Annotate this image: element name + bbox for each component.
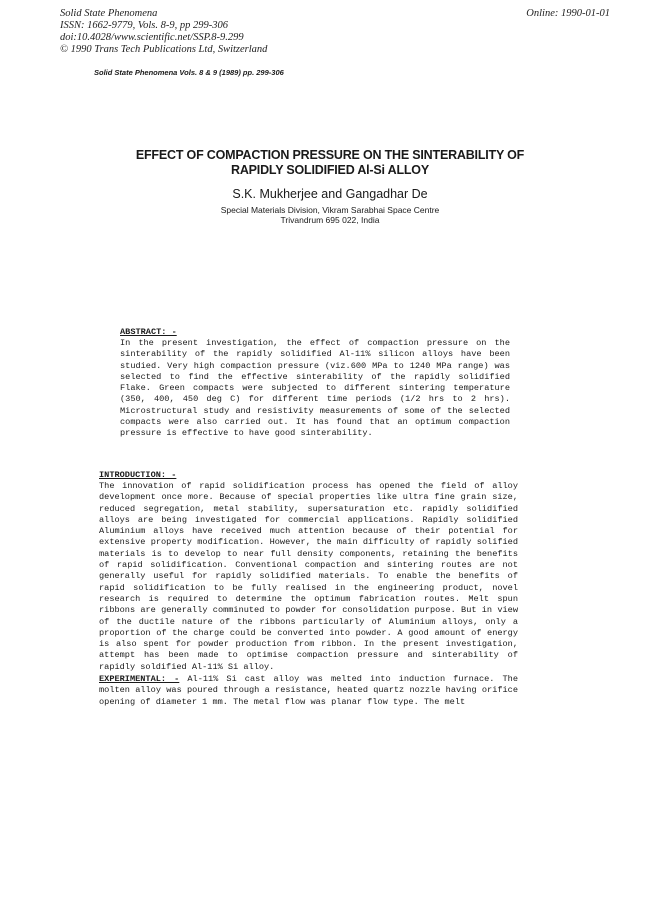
issn-line: ISSN: 1662-9779, Vols. 8-9, pp 299-306 bbox=[60, 20, 228, 31]
introduction-heading: INTRODUCTION: - bbox=[99, 470, 177, 480]
paper-title bbox=[80, 148, 580, 178]
affiliation-line-2: Trivandrum 695 022, India bbox=[280, 215, 380, 225]
doi-line: doi:10.4028/www.scientific.net/SSP.8-9.299 bbox=[60, 32, 244, 43]
experimental-heading: EXPERIMENTAL: - bbox=[99, 674, 180, 684]
introduction-body: The innovation of rapid solidification process has opened the field of alloy development once more. Because of special properties like ultra fine grain size, reduced segregation, metal stability, supersaturation etc. rapidly solidified alloys are being investigated for commercial applications. Rapidly solidified Aluminium alloys have received much attention because of their potential for extensive property modification. However, the main difficulty of rapidly solified materials is to develop to near full density components, retaining the benefits of rapid solidification. Conventional compaction and sintering routes are not generally useful for rapidly solidified materials. To enable the benefits of rapid solidification to be fully realised in the engineering product, novel research is required to determine the optimum fabrication routes. Melt spun ribbons are generally comminuted to powder for consolidation purpose. But in view of the ductile nature of the ribbons particularly of Aluminium alloys, only a proportion of the charge could be converted into powder. A good amount of energy is also spent for powder production from ribbon. In the present investigation, attempt has been made to optimise compaction pressure and sinterability of rapidly soldified Al-11% Si alloy. bbox=[99, 481, 518, 672]
abstract-heading: ABSTRACT: - bbox=[120, 327, 177, 337]
experimental-section bbox=[99, 674, 518, 708]
journal-name: Solid State Phenomena bbox=[60, 8, 158, 19]
authors: S.K. Mukherjee and Gangadhar De bbox=[232, 187, 428, 201]
journal-reference: Solid State Phenomena Vols. 8 & 9 (1989) pp. 299-306 bbox=[94, 68, 284, 77]
affiliation-line-1: Special Materials Division, Vikram Sarabhai Space Centre bbox=[220, 205, 440, 215]
title-line-2: RAPIDLY SOLIDIFIED Al-Si ALLOY bbox=[231, 163, 429, 177]
publication-header bbox=[60, 8, 267, 56]
experimental-body: Al-11% Si cast alloy was melted into induction furnace. The molten alloy was poured through a resistance, heated quartz nozzle having orifice opening of diameter 1 mm. The metal flow was planar flow type. The melt bbox=[99, 674, 518, 707]
copyright-line: © 1990 Trans Tech Publications Ltd, Switzerland bbox=[60, 44, 268, 55]
online-date: Online: 1990-01-01 bbox=[526, 8, 610, 19]
title-line-1: EFFECT OF COMPACTION PRESSURE ON THE SINTERABILITY OF bbox=[135, 148, 525, 162]
abstract-body: In the present investigation, the effect of compaction pressure on the sinterability of the rapidly solidified Al-11% silicon alloys have been studied. Very high compaction pressure (viz.600 MPa to 1240 MPa range) was selected to find the effective sinterability of the rapidly solidified Flake. Green compacts were subjected to different sintering temperature (350, 400, 450 deg C) for different time periods (1/2 hrs to 2 hrs). Microstructural study and resistivity measurements of some of the selected compacts were also carried out. It has found that an optimum compaction pressure is effective to have good sinterability. bbox=[120, 338, 510, 439]
affiliation bbox=[80, 205, 580, 225]
